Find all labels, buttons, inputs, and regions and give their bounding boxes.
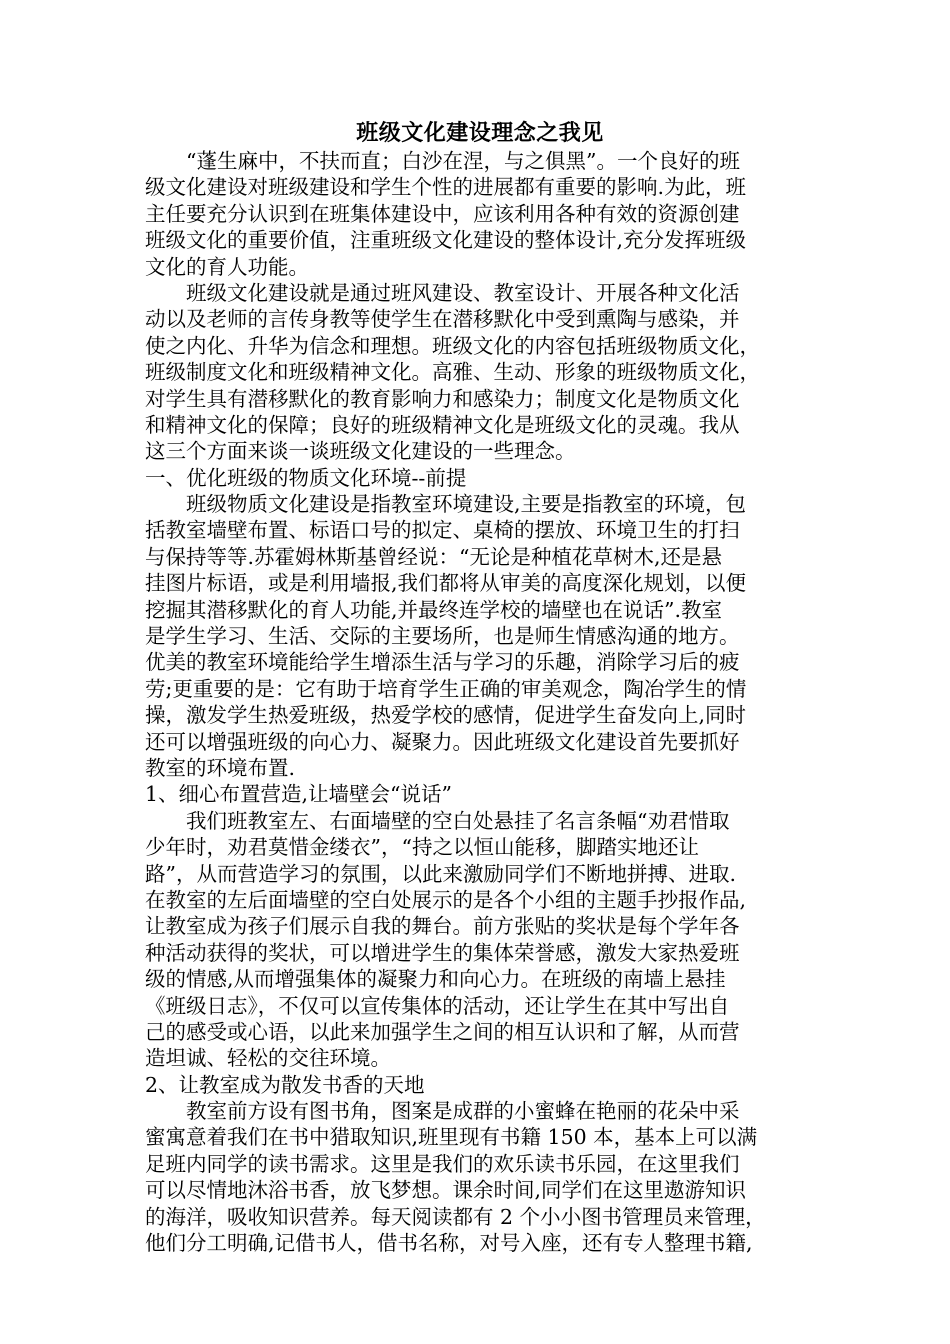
- text-line: 少年时，劝君莫惜金缕衣”，“持之以恒山能移，脚踏实地还让: [145, 835, 699, 860]
- text-line: 让教室成为孩子们展示自我的舞台。前方张贴的奖状是每个学年各: [145, 914, 740, 939]
- text-line: 造坦诚、轻松的交往环境。: [145, 1046, 391, 1071]
- text-line: 他们分工明确,记借书人，借书名称，对号入座，还有专人整理书籍,: [145, 1231, 753, 1256]
- text-line: 在教室的左后面墙壁的空白处展示的是各个小组的主题手抄报作品,: [145, 887, 747, 912]
- text-line: 班级制度文化和班级精神文化。高雅、生动、形象的班级物质文化，: [145, 360, 760, 385]
- text-line: 劳;更重要的是：它有助于培育学生正确的审美观念，陶冶学生的情: [145, 676, 747, 701]
- document-title: 班级文化建设理念之我见: [356, 120, 604, 146]
- text-line: 挂图片标语，或是利用墙报,我们都将从审美的高度深化规划，以便: [145, 571, 747, 596]
- text-line: 文化的育人功能。: [145, 254, 309, 279]
- text-line: 教室的环境布置.: [145, 755, 296, 780]
- text-line: 1、细心布置营造,让墙壁会“说话”: [145, 782, 453, 807]
- text-line: 可以尽情地沐浴书香，放飞梦想。课余时间,同学们在这里遨游知识: [145, 1178, 747, 1203]
- text-line: 班级文化的重要价值，注重班级文化建设的整体设计,充分发挥班级: [145, 228, 747, 253]
- text-line: 挖掘其潜移默化的育人功能,并最终连学校的墙壁也在说话”.教室: [145, 597, 723, 622]
- text-line: 与保持等等.苏霍姆林斯基曾经说：“无论是种植花草树木,还是悬: [145, 544, 723, 569]
- text-line: 己的感受或心语，以此来加强学生之间的相互认识和了解，从而营: [145, 1019, 740, 1044]
- document-body: [145, 148, 815, 1256]
- text-line: 优美的教室环境能给学生增添生活与学习的乐趣，消除学习后的疲: [145, 650, 740, 675]
- text-line: 班级文化建设就是通过班风建设、教室设计、开展各种文化活: [186, 280, 740, 305]
- text-line: 的海洋，吸收知识营养。每天阅读都有 2 个小小图书管理员来管理，: [145, 1204, 766, 1229]
- document-page: [145, 118, 815, 1256]
- text-line: 动以及老师的言传身教等使学生在潜移默化中受到熏陶与感染，并: [145, 307, 740, 332]
- text-line: 括教室墙壁布置、标语口号的拟定、桌椅的摆放、环境卫生的打扫: [145, 518, 740, 543]
- text-line: 是学生学习、生活、交际的主要场所，也是师生情感沟通的地方。: [145, 624, 740, 649]
- text-line: 足班内同学的读书需求。这里是我们的欢乐读书乐园，在这里我们: [145, 1151, 740, 1176]
- text-line: 《班级日志》，不仅可以宣传集体的活动，还让学生在其中写出自: [145, 993, 730, 1018]
- text-line: 级的情感,从而增强集体的凝聚力和向心力。在班级的南墙上悬挂: [145, 967, 726, 992]
- text-line: 和精神文化的保障；良好的班级精神文化是班级文化的灵魂。我从: [145, 412, 740, 437]
- text-line: “蓬生麻中，不扶而直；白沙在涅，与之俱黑”。一个良好的班: [186, 149, 740, 173]
- text-line: 教室前方设有图书角，图案是成群的小蜜蜂在艳丽的花朵中采: [186, 1099, 740, 1124]
- text-line: 操，激发学生热爱班级，热爱学校的感情，促进学生奋发向上,同时: [145, 703, 747, 728]
- text-line: 还可以增强班级的向心力、凝聚力。因此班级文化建设首先要抓好: [145, 729, 740, 754]
- text-line: 对学生具有潜移默化的教育影响力和感染力；制度文化是物质文化: [145, 386, 740, 411]
- text-line: 路”，从而营造学习的氛围，以此来激励同学们不断地拼搏、进取.: [145, 861, 736, 886]
- text-line: 蜜寓意着我们在书中猎取知识,班里现有书籍 150 本，基本上可以满: [145, 1125, 758, 1150]
- text-line: 一、优化班级的物质文化环境--前提: [145, 465, 467, 490]
- text-line: 这三个方面来谈一谈班级文化建设的一些理念。: [145, 439, 576, 464]
- text-line: 主任要充分认识到在班集体建设中，应该利用各种有效的资源创建: [145, 201, 740, 226]
- text-line: 使之内化、升华为信念和理想。班级文化的内容包括班级物质文化，: [145, 333, 760, 358]
- text-line: 我们班教室左、右面墙壁的空白处悬挂了名言条幅“劝君惜取: [186, 808, 730, 833]
- text-line: 2、让教室成为散发书香的天地: [145, 1072, 425, 1097]
- text-line: 班级物质文化建设是指教室环境建设,主要是指教室的环境，包: [186, 492, 747, 517]
- text-line: 种活动获得的奖状，可以增进学生的集体荣誉感，激发大家热爱班: [145, 940, 740, 965]
- text-line: 级文化建设对班级建设和学生个性的进展都有重要的影响.为此，班: [145, 175, 747, 200]
